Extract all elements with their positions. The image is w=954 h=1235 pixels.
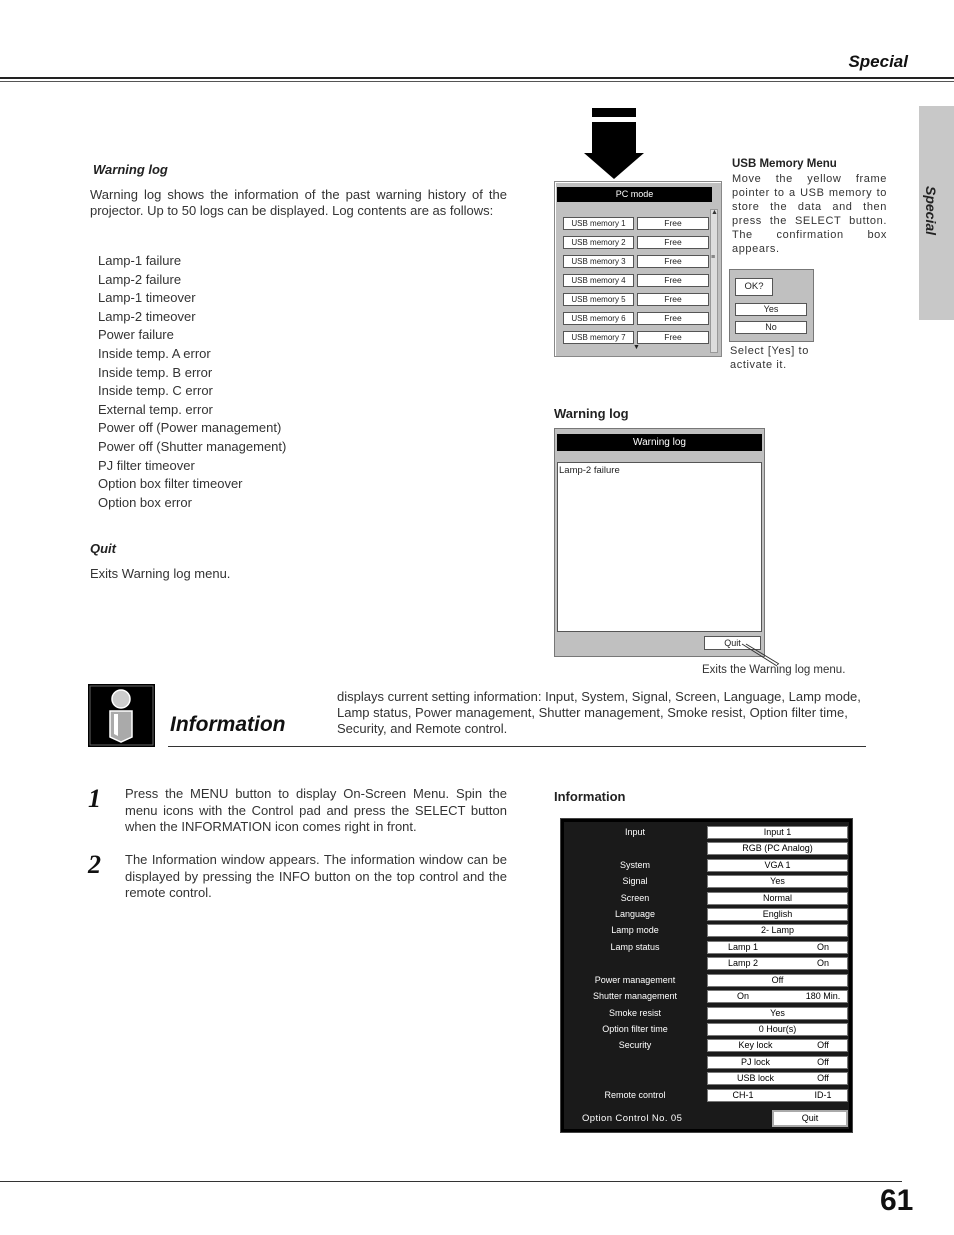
warning-log-window-title: Warning log bbox=[557, 434, 762, 451]
usb-memory-status: Free bbox=[637, 293, 709, 306]
list-item: External temp. error bbox=[98, 401, 213, 417]
list-item: Lamp-1 failure bbox=[98, 253, 182, 268]
list-item: Lamp-1 timeover bbox=[98, 290, 196, 306]
info-label-shutter-management: Shutter management bbox=[592, 991, 678, 1001]
info-value-lamp2: Lamp 2 On bbox=[707, 957, 848, 970]
usb-menu-caption-title: USB Memory Menu bbox=[732, 158, 837, 170]
usb-memory-status: Free bbox=[637, 331, 709, 344]
information-title: Information bbox=[170, 713, 286, 736]
usb-memory-name: USB memory 7 bbox=[563, 331, 634, 344]
info-label-system: System bbox=[619, 860, 650, 870]
usb-memory-name: USB memory 3 bbox=[563, 255, 634, 268]
usb-memory-row[interactable] bbox=[563, 274, 709, 287]
usb-memory-row[interactable] bbox=[563, 312, 709, 325]
side-tab-label: Special bbox=[923, 186, 939, 236]
list-item: PJ filter timeover bbox=[98, 457, 195, 473]
info-footer: Option Control No. 05 bbox=[582, 1113, 683, 1124]
side-tab bbox=[919, 106, 954, 320]
info-label-lamp-mode: Lamp mode bbox=[611, 925, 659, 935]
usb-memory-row[interactable] bbox=[563, 236, 709, 249]
info-value-remote-control: CH-1 ID-1 bbox=[707, 1089, 848, 1102]
list-item: Inside temp. B error bbox=[98, 364, 213, 380]
usb-menu-caption-text: Move the yellow frame pointer to a USB memory to store the data and then press the SELECT button. The confirmation box appears. bbox=[732, 173, 887, 255]
info-value-lamp-mode: 2- Lamp bbox=[707, 924, 848, 937]
info-value-smoke-resist: Yes bbox=[707, 1007, 848, 1020]
step-number: 2 bbox=[88, 850, 101, 879]
information-figure-label: Information bbox=[554, 789, 626, 804]
info-value-signal: Yes bbox=[707, 875, 848, 888]
info-label-security: Security bbox=[618, 1040, 652, 1050]
info-label-remote-control: Remote control bbox=[604, 1090, 666, 1100]
usb-memory-row[interactable] bbox=[563, 293, 709, 306]
usb-menu-scrollbar[interactable] bbox=[710, 209, 718, 353]
info-value-screen: Normal bbox=[707, 892, 848, 905]
warning-log-heading: Warning log bbox=[93, 162, 168, 177]
warning-log-figure-label: Warning log bbox=[554, 406, 629, 421]
warning-log-list-area bbox=[557, 462, 762, 632]
usb-memory-status: Free bbox=[637, 255, 709, 268]
quit-heading: Quit bbox=[90, 541, 116, 556]
usb-memory-status: Free bbox=[637, 236, 709, 249]
info-label-smoke-resist: Smoke resist bbox=[608, 1008, 661, 1018]
usb-memory-name: USB memory 5 bbox=[563, 293, 634, 306]
info-value-option-filter-time: 0 Hour(s) bbox=[707, 1023, 848, 1036]
page-number: 61 bbox=[880, 1184, 914, 1217]
information-icon bbox=[88, 684, 155, 747]
list-item: Option box error bbox=[98, 494, 192, 510]
list-item: Lamp-2 failure bbox=[98, 271, 182, 287]
down-arrow-icon bbox=[592, 108, 636, 117]
info-value-lamp1: Lamp 1 On bbox=[707, 941, 848, 954]
warning-log-caption: Exits the Warning log menu. bbox=[702, 664, 846, 676]
usb-memory-status: Free bbox=[637, 217, 709, 230]
info-label-language: Language bbox=[614, 909, 656, 919]
warning-log-list bbox=[98, 252, 286, 512]
quit-button[interactable]: Quit bbox=[704, 636, 761, 650]
usb-memory-name: USB memory 6 bbox=[563, 312, 634, 325]
section-divider bbox=[168, 746, 866, 747]
yes-button[interactable]: Yes bbox=[735, 303, 807, 316]
confirm-caption: Select [Yes] to activate it. bbox=[730, 345, 809, 371]
section-header: Special bbox=[848, 52, 908, 71]
down-arrow-icon-body bbox=[592, 122, 636, 154]
list-item: Lamp-2 timeover bbox=[98, 308, 196, 324]
list-item: Inside temp. A error bbox=[98, 345, 211, 361]
info-value-shutter: On 180 Min. bbox=[707, 990, 848, 1003]
step-text: Press the MENU button to display On-Screen Menu. Spin the menu icons with the Control pad and press the SELECT button when the INFORMATION icon comes right in front. bbox=[125, 786, 507, 834]
info-label-option-filter-time: Option filter time bbox=[602, 1024, 668, 1034]
usb-memory-name: USB memory 4 bbox=[563, 274, 634, 287]
usb-memory-status: Free bbox=[637, 274, 709, 287]
info-value-usb-lock: USB lock Off bbox=[707, 1072, 848, 1085]
usb-memory-name: USB memory 2 bbox=[563, 236, 634, 249]
list-item: Power failure bbox=[98, 327, 174, 343]
usb-menu-title: PC mode bbox=[557, 187, 712, 202]
info-label-signal: Signal bbox=[622, 876, 648, 886]
step-number: 1 bbox=[88, 784, 101, 813]
info-value-power-management: Off bbox=[707, 974, 848, 987]
warning-log-intro: Warning log shows the information of the past warning history of the projector. Up to 50 logs can be displayed. Log contents are as follows: bbox=[90, 187, 507, 218]
footer-rule bbox=[0, 1181, 902, 1182]
warning-log-entry: Lamp-2 failure bbox=[559, 465, 620, 476]
usb-memory-status: Free bbox=[637, 312, 709, 325]
info-quit-button[interactable]: Quit bbox=[772, 1110, 848, 1127]
scroll-handle-icon[interactable]: ≡ bbox=[711, 254, 716, 261]
scroll-up-icon[interactable]: ▲ bbox=[711, 209, 718, 216]
confirm-question: OK? bbox=[735, 278, 773, 296]
usb-memory-name: USB memory 1 bbox=[563, 217, 634, 230]
info-value-input2: RGB (PC Analog) bbox=[707, 842, 848, 855]
list-item: Power off (Power management) bbox=[98, 420, 282, 436]
info-label-input: Input bbox=[624, 827, 646, 837]
info-value-key-lock: Key lock Off bbox=[707, 1039, 848, 1052]
list-item: Option box filter timeover bbox=[98, 476, 243, 492]
step-text: The Information window appears. The information window can be displayed by pressing the INFO button on the top control and the remote control. bbox=[125, 852, 507, 900]
header-rule-thin bbox=[0, 81, 954, 82]
info-value-system: VGA 1 bbox=[707, 859, 848, 872]
usb-memory-row[interactable] bbox=[563, 331, 709, 344]
info-label-screen: Screen bbox=[620, 893, 650, 903]
info-label-power-management: Power management bbox=[594, 975, 676, 985]
quit-text: Exits Warning log menu. bbox=[90, 566, 231, 581]
info-value-language: English bbox=[707, 908, 848, 921]
list-item: Power off (Shutter management) bbox=[98, 438, 287, 454]
info-label-lamp-status: Lamp status bbox=[610, 942, 660, 952]
down-arrow-icon-head bbox=[584, 153, 644, 179]
usb-memory-row[interactable] bbox=[563, 255, 709, 268]
scroll-down-icon[interactable]: ▼ bbox=[633, 344, 640, 351]
header-rule bbox=[0, 77, 954, 79]
usb-memory-row[interactable] bbox=[563, 217, 709, 230]
info-value-input1: Input 1 bbox=[707, 826, 848, 839]
information-description: displays current setting information: Input, System, Signal, Screen, Language, Lamp mode, Lamp status, Power management, Shutter management, Smoke resist, Option filter time, Security, and Remote control. bbox=[337, 689, 861, 736]
list-item: Inside temp. C error bbox=[98, 383, 213, 399]
no-button[interactable]: No bbox=[735, 321, 807, 334]
info-value-pj-lock: PJ lock Off bbox=[707, 1056, 848, 1069]
